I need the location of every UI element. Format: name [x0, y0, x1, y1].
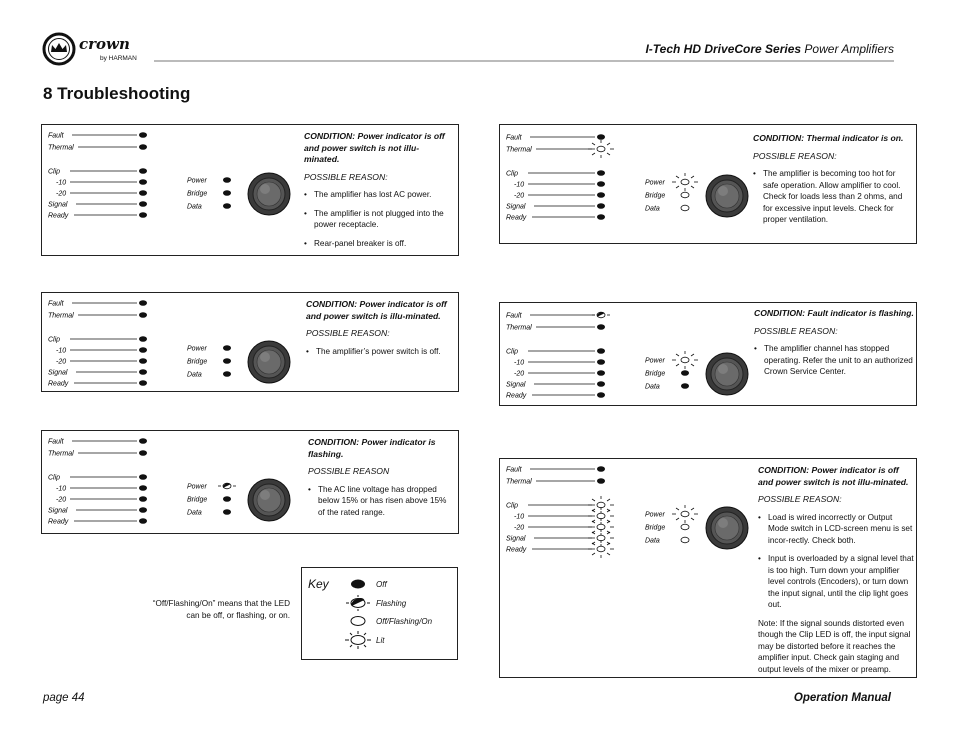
- fp-mid-label-1: Bridge: [187, 358, 208, 366]
- fp-label-4: -20: [514, 524, 525, 532]
- led-10-icon: [597, 181, 605, 187]
- led-20-icon: [597, 370, 605, 376]
- reason-item: • The amplifier channel has stopped operating. Refer the unit to an authorized Crown Service Center.: [754, 343, 914, 378]
- led-power-icon: [672, 505, 698, 523]
- fp-mid-label-1: Bridge: [187, 496, 208, 504]
- reason-item: • The amplifier has lost AC power.: [304, 189, 454, 201]
- fp-label-0: Fault: [506, 134, 522, 142]
- fp-label-6: Ready: [48, 518, 69, 526]
- fp-mid-label-2: Data: [645, 537, 660, 545]
- led-clip-icon: [139, 168, 147, 174]
- led-10-icon: [588, 507, 614, 525]
- led-data-icon: [681, 205, 689, 211]
- led-fault-icon: [139, 132, 147, 138]
- reason-list: [306, 346, 454, 358]
- fp-label-0: Fault: [48, 132, 64, 140]
- led-fault-icon: [592, 311, 610, 318]
- fp-label-6: Ready: [506, 546, 527, 554]
- led-thermal-icon: [139, 450, 147, 456]
- led-ready-icon: [597, 214, 605, 220]
- led-ready-icon: [597, 392, 605, 398]
- led-signal-icon: [588, 529, 614, 547]
- fp-mid-label-0: Power: [187, 483, 207, 491]
- fp-label-6: Ready: [506, 214, 527, 222]
- condition-title: CONDITION: Power indicator is off and power switch is illu-minated.: [306, 299, 447, 321]
- led-ready-icon: [139, 518, 147, 524]
- fp-label-0: Fault: [48, 438, 64, 446]
- fp-label-1: Thermal: [506, 146, 532, 154]
- fp-label-5: Signal: [48, 201, 68, 209]
- led-signal-icon: [139, 507, 147, 513]
- led-fault-icon: [597, 134, 605, 140]
- condition-note: Note: If the signal sounds distorted even though the Clip LED is off, the input signal may be distorted before it reaches the amplifier input. Check gain staging and output levels of the mixer or preamp.: [758, 618, 911, 674]
- led-power-icon: [223, 345, 231, 351]
- led-data-icon: [223, 509, 231, 515]
- fp-label-6: Ready: [48, 212, 69, 220]
- front-panel-diagram: [500, 305, 750, 405]
- fp-mid-label-2: Data: [187, 371, 202, 379]
- manual-title: Operation Manual: [793, 692, 891, 704]
- fp-label-1: Thermal: [48, 312, 74, 320]
- fp-label-2: Clip: [48, 168, 61, 176]
- led-20-icon: [139, 496, 147, 502]
- condition-panel-1: [41, 124, 459, 256]
- reason-item: • The AC line voltage has dropped below 15% or has risen above 15% of the rated range.: [308, 484, 454, 519]
- fp-label-2: Clip: [48, 474, 61, 482]
- condition-title: CONDITION: Fault indicator is flashing.: [754, 308, 914, 318]
- fp-label-5: Signal: [506, 203, 526, 211]
- led-thermal-icon: [139, 312, 147, 318]
- reason-list: [753, 168, 913, 226]
- encoder-knob-icon: [248, 173, 290, 215]
- fp-mid-label-1: Bridge: [645, 192, 666, 200]
- possible-reason-label: POSSIBLE REASON:: [306, 328, 390, 338]
- condition-panel-3: [41, 430, 459, 534]
- led-20-icon: [139, 358, 147, 364]
- possible-reason-label: POSSIBLE REASON:: [753, 150, 837, 161]
- led-key: [301, 567, 458, 660]
- led-fault-icon: [139, 300, 147, 306]
- encoder-knob-icon: [248, 479, 290, 521]
- fp-label-3: -10: [514, 359, 525, 367]
- led-data-icon: [223, 371, 231, 377]
- led-power-icon: [218, 482, 236, 489]
- fp-mid-label-2: Data: [645, 383, 660, 391]
- reason-list: [304, 189, 454, 249]
- fp-label-4: -20: [56, 190, 67, 198]
- condition-text: [308, 437, 454, 525]
- page-number: page 44: [43, 692, 85, 704]
- fp-label-1: Thermal: [506, 478, 532, 486]
- reason-item: • Load is wired incorrectly or Output Mode switch in LCD-screen menu is set incor-rectly. Check both.: [758, 512, 914, 547]
- possible-reason-label: POSSIBLE REASON:: [304, 171, 388, 182]
- fp-label-4: -20: [514, 370, 525, 378]
- led-signal-icon: [139, 201, 147, 207]
- key-led-icons: [342, 576, 372, 656]
- fp-label-1: Thermal: [506, 324, 532, 332]
- fp-label-3: -10: [56, 485, 67, 493]
- led-ready-icon: [139, 212, 147, 218]
- led-fault-icon: [139, 438, 147, 444]
- fp-label-0: Fault: [48, 300, 64, 308]
- reason-item: • The amplifier is becoming too hot for safe operation. Allow amplifier to cool. Check for loads less than 2 ohms, and for excessive input levels. Check for proper ventilation.: [753, 168, 913, 226]
- crown-logo: [42, 30, 162, 70]
- fp-label-6: Ready: [48, 380, 69, 388]
- section-title: 8 Troubleshooting: [43, 84, 191, 103]
- key-note: “Off/Flashing/On” means that the LED can be off, or flashing, or on.: [152, 599, 290, 620]
- fp-label-2: Clip: [48, 336, 61, 344]
- fp-label-4: -20: [56, 358, 67, 366]
- fp-label-2: Clip: [506, 348, 519, 356]
- fp-label-5: Signal: [48, 369, 68, 377]
- reason-item: • Input is overloaded by a signal level that is too high. Turn down your amplifier level controls (Encoders), or turn down the input signal, until the clip light goes out.: [758, 553, 914, 611]
- key-item-flashing: Flashing: [376, 599, 407, 608]
- led-thermal-icon: [588, 140, 614, 158]
- reason-item: • The amplifier is not plugged into the power receptacle.: [304, 208, 454, 231]
- fp-mid-label-0: Power: [645, 511, 665, 519]
- front-panel-diagram: [42, 431, 292, 531]
- condition-text: [304, 131, 454, 256]
- encoder-knob-icon: [706, 507, 748, 549]
- fp-label-0: Fault: [506, 312, 522, 320]
- led-bridge-icon: [223, 358, 231, 364]
- condition-text: [306, 299, 454, 364]
- fp-mid-label-0: Power: [187, 345, 207, 353]
- led-clip-icon: [139, 474, 147, 480]
- reason-item: • Rear-panel breaker is off.: [304, 238, 454, 250]
- key-item-lit: Lit: [376, 636, 385, 645]
- reason-item: • The amplifier’s power switch is off.: [306, 346, 454, 358]
- key-item-off-flashing-on: Off/Flashing/On: [376, 617, 433, 626]
- front-panel-diagram: [500, 127, 750, 227]
- condition-panel-6: [499, 458, 917, 678]
- condition-text: [754, 308, 914, 385]
- key-item-off: Off: [376, 580, 387, 589]
- led-signal-icon: [597, 381, 605, 387]
- fp-mid-label-1: Bridge: [187, 190, 208, 198]
- encoder-knob-icon: [248, 341, 290, 383]
- led-ready-icon: [588, 540, 614, 558]
- fp-label-4: -20: [56, 496, 67, 504]
- fp-label-5: Signal: [506, 381, 526, 389]
- possible-reason-label: POSSIBLE REASON:: [758, 494, 842, 504]
- fp-label-2: Clip: [506, 170, 519, 178]
- fp-mid-label-0: Power: [645, 357, 665, 365]
- led-power-icon: [223, 177, 231, 183]
- led-20-icon: [597, 192, 605, 198]
- led-bridge-icon: [223, 190, 231, 196]
- front-panel-diagram: [42, 125, 292, 225]
- reason-list: [758, 512, 914, 611]
- led-clip-icon: [597, 170, 605, 176]
- condition-panel-4: [499, 124, 917, 244]
- fp-label-1: Thermal: [48, 450, 74, 458]
- fp-mid-label-2: Data: [187, 203, 202, 211]
- header-rule: [154, 60, 894, 62]
- condition-text: [753, 133, 913, 233]
- led-signal-icon: [139, 369, 147, 375]
- reason-list: [308, 484, 454, 519]
- led-20-icon: [588, 518, 614, 536]
- led-bridge-icon: [681, 192, 689, 198]
- condition-text: [758, 465, 914, 675]
- led-ready-icon: [139, 380, 147, 386]
- fp-mid-label-1: Bridge: [645, 370, 666, 378]
- led-clip-icon: [588, 496, 614, 514]
- fp-mid-label-0: Power: [187, 177, 207, 185]
- fp-label-2: Clip: [506, 502, 519, 510]
- fp-label-5: Signal: [506, 535, 526, 543]
- front-panel-diagram: [500, 459, 750, 559]
- fp-label-5: Signal: [48, 507, 68, 515]
- led-data-icon: [681, 537, 689, 543]
- fp-label-3: -10: [514, 513, 525, 521]
- fp-mid-label-0: Power: [645, 179, 665, 187]
- led-20-icon: [139, 190, 147, 196]
- led-power-icon: [672, 351, 698, 369]
- condition-title: CONDITION: Power indicator is off and power switch is not illu-minated.: [304, 131, 445, 164]
- fp-label-3: -10: [514, 181, 525, 189]
- led-thermal-icon: [597, 324, 605, 330]
- fp-mid-label-1: Bridge: [645, 524, 666, 532]
- led-10-icon: [597, 359, 605, 365]
- led-bridge-icon: [681, 370, 689, 376]
- led-power-icon: [672, 173, 698, 191]
- led-thermal-icon: [597, 478, 605, 484]
- front-panel-diagram: [42, 293, 292, 393]
- encoder-knob-icon: [706, 353, 748, 395]
- condition-title: CONDITION: Thermal indicator is on.: [753, 133, 904, 143]
- possible-reason-label: POSSIBLE REASON: [308, 466, 390, 476]
- fp-mid-label-2: Data: [645, 205, 660, 213]
- led-thermal-icon: [139, 144, 147, 150]
- led-data-icon: [681, 383, 689, 389]
- condition-panel-5: [499, 302, 917, 406]
- led-fault-icon: [597, 466, 605, 472]
- led-10-icon: [139, 485, 147, 491]
- led-signal-icon: [597, 203, 605, 209]
- fp-label-0: Fault: [506, 466, 522, 474]
- fp-label-3: -10: [56, 347, 67, 355]
- reason-list: [754, 343, 914, 378]
- fp-label-4: -20: [514, 192, 525, 200]
- svg-text:by HARMAN: by HARMAN: [100, 55, 137, 62]
- fp-label-6: Ready: [506, 392, 527, 400]
- fp-mid-label-2: Data: [187, 509, 202, 517]
- led-10-icon: [139, 179, 147, 185]
- svg-text:crown: crown: [79, 35, 130, 53]
- encoder-knob-icon: [706, 175, 748, 217]
- led-bridge-icon: [681, 524, 689, 530]
- fp-label-1: Thermal: [48, 144, 74, 152]
- led-10-icon: [139, 347, 147, 353]
- led-bridge-icon: [223, 496, 231, 502]
- series-title: I-Tech HD DriveCore Series Power Amplifiers: [645, 42, 894, 56]
- condition-title: CONDITION: Power indicator is off and power switch is not illu-minated.: [758, 465, 909, 487]
- led-clip-icon: [139, 336, 147, 342]
- condition-title: CONDITION: Power indicator is flashing.: [308, 437, 436, 459]
- condition-panel-2: [41, 292, 459, 392]
- possible-reason-label: POSSIBLE REASON:: [754, 325, 838, 336]
- fp-label-3: -10: [56, 179, 67, 187]
- led-data-icon: [223, 203, 231, 209]
- key-title: Key: [308, 577, 329, 591]
- led-clip-icon: [597, 348, 605, 354]
